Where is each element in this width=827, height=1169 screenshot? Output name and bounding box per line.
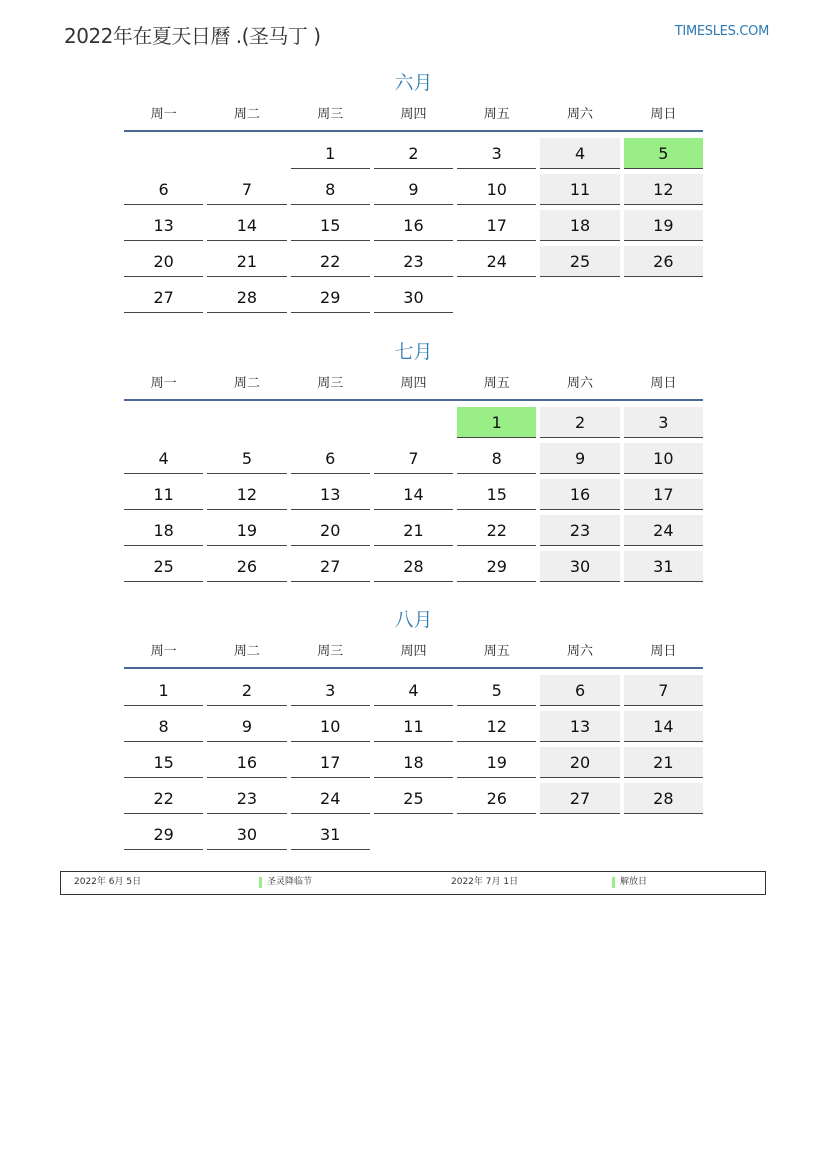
- day-cell: 17: [624, 479, 703, 510]
- day-cell: 6: [540, 675, 619, 706]
- day-cell: 23: [540, 515, 619, 546]
- holiday-day-cell: 1: [457, 407, 536, 438]
- day-cell: 7: [374, 443, 453, 474]
- month-title: 七月: [394, 341, 433, 363]
- day-cell: 19: [457, 747, 536, 778]
- day-cell: 21: [624, 747, 703, 778]
- day-cell: 21: [207, 246, 286, 277]
- empty-day-cell: [540, 819, 619, 850]
- day-cell: 14: [374, 479, 453, 510]
- day-cell: 31: [624, 551, 703, 582]
- weekday-header: [124, 369, 703, 401]
- day-cell: 1: [124, 675, 203, 706]
- calendar-grid: [124, 407, 703, 582]
- weekday-label: 周一: [150, 376, 177, 391]
- legend-holiday-name: 圣灵降临节: [267, 877, 313, 887]
- calendar-grid: [124, 138, 703, 313]
- day-cell: 12: [457, 711, 536, 742]
- day-cell: 17: [291, 747, 370, 778]
- day-cell: 29: [457, 551, 536, 582]
- empty-day-cell: [374, 819, 453, 850]
- day-cell: 4: [540, 138, 619, 169]
- weekday-label: 周五: [483, 107, 510, 122]
- weekday-label: 周日: [650, 644, 677, 659]
- day-cell: 21: [374, 515, 453, 546]
- day-cell: 6: [291, 443, 370, 474]
- weekday-label: 周三: [317, 107, 344, 122]
- day-cell: 29: [291, 282, 370, 313]
- empty-day-cell: [291, 407, 370, 438]
- holiday-marker: [612, 877, 615, 888]
- month-title: 六月: [394, 72, 433, 94]
- day-cell: 18: [374, 747, 453, 778]
- weekday-label: 周六: [567, 644, 594, 659]
- day-cell: 23: [207, 783, 286, 814]
- week-row: [124, 138, 703, 169]
- day-cell: 29: [124, 819, 203, 850]
- day-cell: 20: [124, 246, 203, 277]
- holiday-legend: [60, 871, 766, 895]
- empty-day-cell: [540, 282, 619, 313]
- day-cell: 27: [540, 783, 619, 814]
- day-cell: 11: [374, 711, 453, 742]
- empty-day-cell: [207, 407, 286, 438]
- day-cell: 12: [207, 479, 286, 510]
- day-cell: 13: [291, 479, 370, 510]
- day-cell: 17: [457, 210, 536, 241]
- weekday-label: 周五: [483, 376, 510, 391]
- day-cell: 9: [540, 443, 619, 474]
- day-cell: 28: [624, 783, 703, 814]
- day-cell: 8: [457, 443, 536, 474]
- week-row: [124, 407, 703, 438]
- empty-day-cell: [457, 282, 536, 313]
- week-row: [124, 747, 703, 778]
- day-cell: 2: [207, 675, 286, 706]
- week-row: [124, 282, 703, 313]
- legend-date: 2022年 6月 5日: [74, 877, 142, 887]
- day-cell: 27: [124, 282, 203, 313]
- day-cell: 3: [624, 407, 703, 438]
- day-cell: 15: [457, 479, 536, 510]
- day-cell: 10: [624, 443, 703, 474]
- day-cell: 13: [540, 711, 619, 742]
- month-title: 八月: [394, 609, 433, 631]
- day-cell: 3: [457, 138, 536, 169]
- weekday-label: 周五: [483, 644, 510, 659]
- day-cell: 22: [291, 246, 370, 277]
- weekday-label: 周日: [650, 107, 677, 122]
- day-cell: 9: [374, 174, 453, 205]
- week-row: [124, 551, 703, 582]
- day-cell: 5: [457, 675, 536, 706]
- day-cell: 23: [374, 246, 453, 277]
- day-cell: 26: [207, 551, 286, 582]
- day-cell: 13: [124, 210, 203, 241]
- day-cell: 8: [291, 174, 370, 205]
- day-cell: 5: [207, 443, 286, 474]
- week-row: [124, 174, 703, 205]
- empty-day-cell: [457, 819, 536, 850]
- weekday-label: 周二: [233, 644, 260, 659]
- weekday-label: 周六: [567, 376, 594, 391]
- day-cell: 15: [291, 210, 370, 241]
- day-cell: 25: [540, 246, 619, 277]
- holiday-day-cell: 5: [624, 138, 703, 169]
- day-cell: 22: [124, 783, 203, 814]
- weekday-label: 周一: [150, 644, 177, 659]
- holiday-marker: [259, 877, 262, 888]
- month-july: [124, 339, 703, 587]
- legend-holiday-name: 解放日: [620, 877, 648, 887]
- empty-day-cell: [624, 819, 703, 850]
- week-row: [124, 479, 703, 510]
- day-cell: 28: [207, 282, 286, 313]
- day-cell: 11: [540, 174, 619, 205]
- day-cell: 31: [291, 819, 370, 850]
- weekday-header: [124, 637, 703, 669]
- day-cell: 2: [374, 138, 453, 169]
- empty-day-cell: [207, 138, 286, 169]
- day-cell: 2: [540, 407, 619, 438]
- week-row: [124, 675, 703, 706]
- day-cell: 3: [291, 675, 370, 706]
- legend-date: 2022年 7月 1日: [451, 877, 519, 887]
- weekday-label: 周六: [567, 107, 594, 122]
- day-cell: 4: [374, 675, 453, 706]
- week-row: [124, 711, 703, 742]
- day-cell: 26: [624, 246, 703, 277]
- day-cell: 8: [124, 711, 203, 742]
- month-august: [124, 607, 703, 855]
- day-cell: 16: [540, 479, 619, 510]
- month-june: [124, 70, 703, 318]
- day-cell: 25: [374, 783, 453, 814]
- site-link[interactable]: TIMESLES.COM: [674, 24, 769, 39]
- day-cell: 14: [624, 711, 703, 742]
- day-cell: 25: [124, 551, 203, 582]
- day-cell: 20: [291, 515, 370, 546]
- page-title: 2022年在夏天日曆 .(圣马丁 ): [64, 24, 321, 48]
- day-cell: 9: [207, 711, 286, 742]
- day-cell: 6: [124, 174, 203, 205]
- week-row: [124, 515, 703, 546]
- empty-day-cell: [124, 138, 203, 169]
- weekday-label: 周三: [317, 644, 344, 659]
- weekday-label: 周一: [150, 107, 177, 122]
- weekday-label: 周日: [650, 376, 677, 391]
- day-cell: 30: [540, 551, 619, 582]
- day-cell: 10: [457, 174, 536, 205]
- empty-day-cell: [374, 407, 453, 438]
- day-cell: 24: [457, 246, 536, 277]
- day-cell: 15: [124, 747, 203, 778]
- day-cell: 7: [207, 174, 286, 205]
- day-cell: 30: [207, 819, 286, 850]
- empty-day-cell: [624, 282, 703, 313]
- day-cell: 19: [624, 210, 703, 241]
- day-cell: 22: [457, 515, 536, 546]
- day-cell: 10: [291, 711, 370, 742]
- day-cell: 27: [291, 551, 370, 582]
- weekday-label: 周四: [400, 376, 427, 391]
- week-row: [124, 819, 703, 850]
- day-cell: 7: [624, 675, 703, 706]
- week-row: [124, 783, 703, 814]
- day-cell: 20: [540, 747, 619, 778]
- day-cell: 1: [291, 138, 370, 169]
- day-cell: 12: [624, 174, 703, 205]
- day-cell: 30: [374, 282, 453, 313]
- day-cell: 16: [207, 747, 286, 778]
- calendar-grid: [124, 675, 703, 850]
- day-cell: 14: [207, 210, 286, 241]
- weekday-label: 周二: [233, 107, 260, 122]
- day-cell: 16: [374, 210, 453, 241]
- weekday-label: 周三: [317, 376, 344, 391]
- day-cell: 26: [457, 783, 536, 814]
- week-row: [124, 443, 703, 474]
- weekday-label: 周四: [400, 644, 427, 659]
- day-cell: 28: [374, 551, 453, 582]
- weekday-label: 周二: [233, 376, 260, 391]
- day-cell: 24: [291, 783, 370, 814]
- week-row: [124, 246, 703, 277]
- day-cell: 18: [124, 515, 203, 546]
- empty-day-cell: [124, 407, 203, 438]
- day-cell: 11: [124, 479, 203, 510]
- weekday-label: 周四: [400, 107, 427, 122]
- weekday-header: [124, 100, 703, 132]
- week-row: [124, 210, 703, 241]
- day-cell: 18: [540, 210, 619, 241]
- day-cell: 24: [624, 515, 703, 546]
- day-cell: 19: [207, 515, 286, 546]
- day-cell: 4: [124, 443, 203, 474]
